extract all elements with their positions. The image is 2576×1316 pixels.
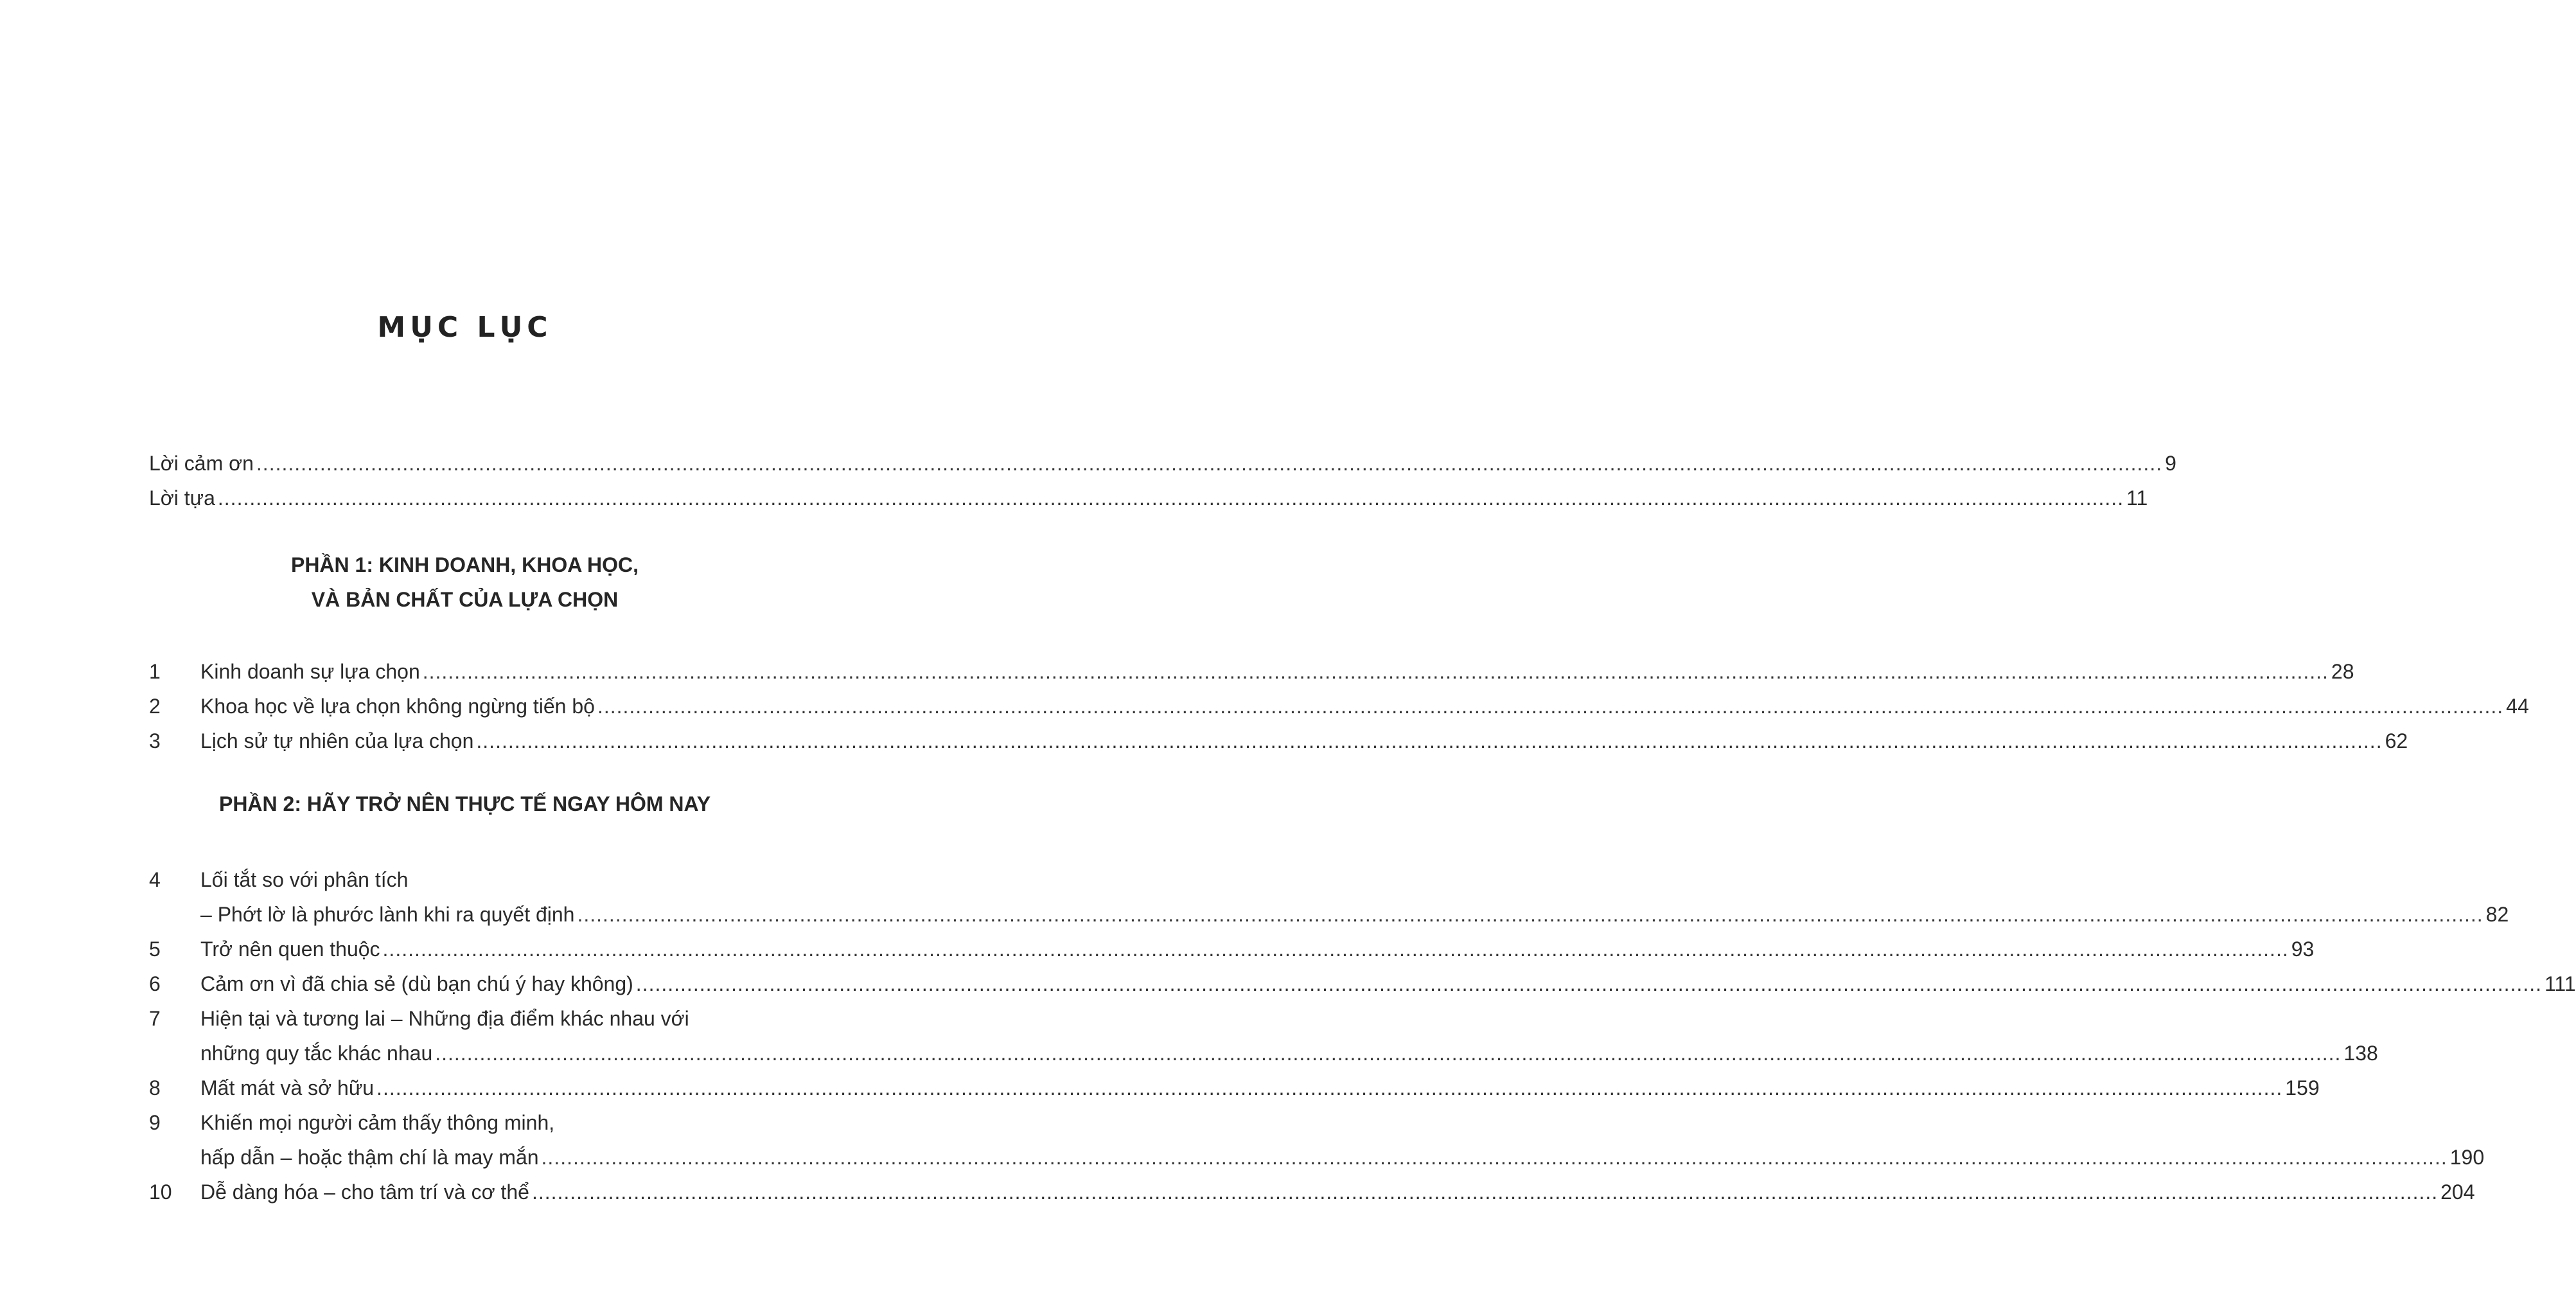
chapter-number: 1 [149,660,161,683]
toc-page-number: 11 [2126,486,2148,510]
chapter-number: 5 [149,938,161,961]
dot-leader: ............................................................................................................................................................................................................................................................................................................ [217,486,2124,510]
toc-entry-acknowledgements[interactable] [149,446,2176,481]
toc-entry-text: – Phớt lờ là phước lành khi ra quyết định [200,903,575,926]
toc-entry-chapter-4-line-2[interactable] [149,897,2509,932]
toc-entry-chapter-6[interactable] [149,966,2576,1001]
toc-entry-text: Dễ dàng hóa – cho tâm trí và cơ thể [200,1180,529,1204]
toc-page-number: 44 [2506,695,2529,718]
chapter-number: 6 [149,972,161,995]
toc-entry-text: Lời cảm ơn [149,452,254,475]
chapter-number: 2 [149,695,161,718]
chapter-number: 7 [149,1007,161,1030]
part-1-title-line-2: VÀ BẢN CHẤT CỦA LỰA CHỌN [311,588,619,611]
toc-page-number: 62 [2385,729,2408,752]
chapter-number: 8 [149,1076,161,1099]
dot-leader: ............................................................................................................................................................................................................................................................................................................ [256,452,2163,475]
chapter-number: 10 [149,1180,172,1204]
toc-entry-chapter-2[interactable] [149,689,2529,724]
dot-leader: ............................................................................................................................................................................................................................................................................................................ [577,903,2483,926]
dot-leader: ............................................................................................................................................................................................................................................................................................................ [382,938,2289,961]
toc-entry-chapter-4-line-1[interactable] [149,862,775,897]
toc-entry-text: Cảm ơn vì đã chia sẻ (dù bạn chú ý hay không) [200,972,633,995]
toc-page-number: 93 [2291,938,2315,961]
toc-entry-text: Mất mát và sở hữu [200,1076,375,1099]
chapter-number: 3 [149,729,161,752]
toc-entry-text: Trở nên quen thuộc [200,938,380,961]
toc-page-number: 190 [2449,1146,2485,1169]
toc-page-number: 9 [2165,452,2176,475]
toc-entry-chapter-9-line-2[interactable] [149,1140,2485,1175]
toc-entry-text: Lịch sử tự nhiên của lựa chọn [200,729,474,752]
chapter-number: 4 [149,868,161,891]
toc-entry-chapter-7-line-2[interactable] [149,1036,2378,1071]
toc-entry-text: Khiến mọi người cảm thấy thông minh, [200,1111,555,1134]
toc-page-number: 204 [2440,1180,2475,1204]
toc-entry-text: Khoa học về lựa chọn không ngừng tiến bộ [200,695,595,718]
toc-entry-text: những quy tắc khác nhau [200,1042,433,1065]
toc-entry-chapter-3[interactable] [149,724,2408,758]
toc-entry-chapter-8[interactable] [149,1071,2320,1105]
chapter-number: 9 [149,1111,161,1134]
toc-entry-chapter-7-line-1[interactable] [149,1001,775,1036]
toc-page-number: 138 [2343,1042,2378,1065]
toc-page-number: 28 [2331,660,2354,683]
toc-page-number: 111 [2544,972,2576,995]
toc-entry-chapter-5[interactable] [149,932,2315,966]
dot-leader: ............................................................................................................................................................................................................................................................................................................ [422,660,2329,683]
part-2-title: PHẦN 2: HÃY TRỞ NÊN THỰC TẾ NGAY HÔM NAY [218,792,711,815]
part-1-title-line-1: PHẦN 1: KINH DOANH, KHOA HỌC, [290,553,639,576]
toc-entry-chapter-9-line-1[interactable] [149,1105,775,1140]
toc-entry-text: Lời tựa [149,486,215,510]
dot-leader: ............................................................................................................................................................................................................................................................................................................ [435,1042,2342,1065]
toc-entry-text: Hiện tại và tương lai – Những địa điểm khác nhau với [200,1007,689,1030]
toc-page-number: 159 [2285,1076,2320,1099]
dot-leader: ............................................................................................................................................................................................................................................................................................................ [376,1076,2283,1099]
page-title: MỤC LỤC [377,311,552,344]
toc-page-number: 82 [2485,903,2509,926]
toc-entry-chapter-10[interactable] [149,1175,2475,1209]
dot-leader: ............................................................................................................................................................................................................................................................................................................ [635,972,2542,995]
dot-leader: ............................................................................................................................................................................................................................................................................................................ [597,695,2504,718]
dot-leader: ............................................................................................................................................................................................................................................................................................................ [476,729,2383,752]
toc-entry-chapter-1[interactable] [149,654,2354,689]
toc-entry-text: hấp dẫn – hoặc thậm chí là may mắn [200,1146,539,1169]
toc-entry-text: Lối tắt so với phân tích [200,868,409,891]
dot-leader: ............................................................................................................................................................................................................................................................................................................ [531,1180,2439,1204]
toc-entry-text: Kinh doanh sự lựa chọn [200,660,420,683]
toc-entry-preface[interactable] [149,481,2148,515]
dot-leader: ............................................................................................................................................................................................................................................................................................................ [541,1146,2448,1169]
